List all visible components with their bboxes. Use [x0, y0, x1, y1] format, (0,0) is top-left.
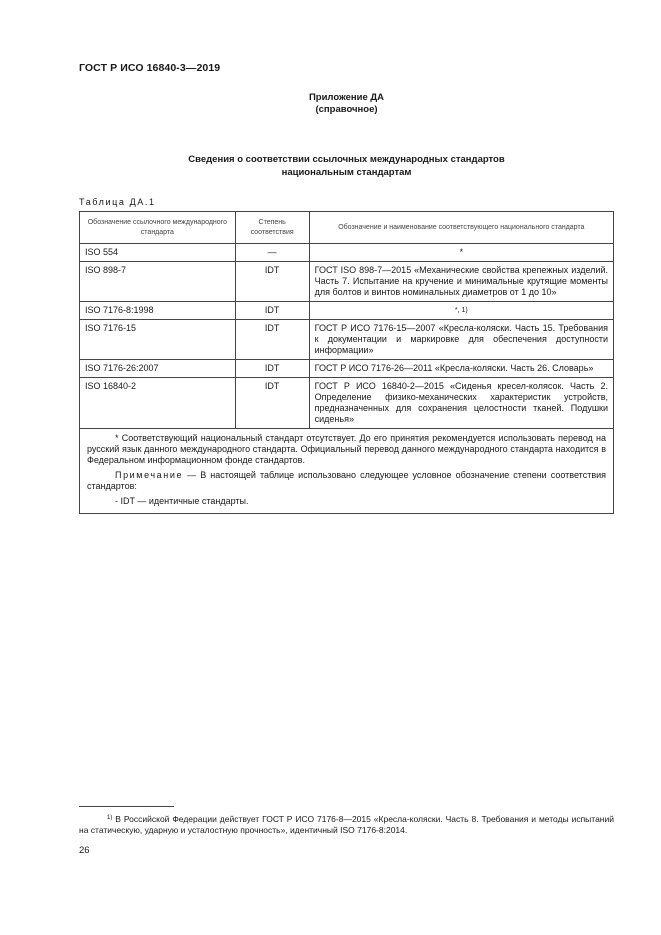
idt-definition: - IDT — идентичные стандарты. — [115, 496, 249, 506]
national-standard-cell: ГОСТ ISO 898-7—2015 «Механические свойства крепежных изделий. Часть 7. Испытание на кручение и минимальные крутящие моменты для болтов и винтов номинальных диаметров от 1 до 10» — [309, 262, 613, 302]
intl-standard-cell: ISO 7176-8:1998 — [80, 302, 236, 320]
intl-standard-cell: ISO 7176-15 — [80, 320, 236, 360]
table-row — [80, 244, 614, 262]
page-number: 26 — [79, 845, 90, 856]
note-text: — В настоящей таблице использовано следующее условное обозначение степени соответствия стандартов: — [87, 470, 606, 491]
table-caption-text: Таблица ДА.1 — [79, 197, 156, 207]
appendix-title: Приложение ДА — [308, 92, 385, 103]
degree-cell: IDT — [235, 320, 309, 360]
appendix-type: (справочное) — [315, 104, 378, 115]
appendix-heading — [79, 92, 614, 116]
intl-standard-cell: ISO 554 — [80, 244, 236, 262]
column-header-degree: Степень соответствия — [235, 212, 309, 244]
national-standard-cell: ГОСТ Р ИСО 7176-26—2011 «Кресла-коляски. Часть 26. Словарь» — [309, 360, 613, 378]
asterisk-note: * Соответствующий национальный стандарт отсутствует. До его принятия рекомендуется использовать перевод на русский язык данного международного стандарта. Официальный перевод данного международного стандарта находится в Федеральном информационном фонде стандартов. — [87, 433, 606, 465]
national-standard-cell: *, 1) — [309, 302, 613, 320]
table-row — [80, 360, 614, 378]
table-notes-cell — [80, 429, 614, 514]
footnote-text: В Российской Федерации действует ГОСТ Р ИСО 7176-8—2015 «Кресла-коляски. Часть 8. Требования и методы испытаний на статическую, ударную и усталостную прочность», идентичный ISO 7176-8:2014. — [79, 814, 614, 835]
degree-cell: IDT — [235, 302, 309, 320]
table-row — [80, 320, 614, 360]
footnote — [79, 814, 614, 836]
note-paragraph — [87, 470, 606, 492]
table-row — [80, 378, 614, 429]
column-header-intl: Обозначение ссылочного международного стандарта — [80, 212, 236, 244]
section-title-line2: национальным стандартам — [281, 167, 412, 178]
footnote-marker: 1) — [107, 815, 113, 821]
table-header-row — [80, 212, 614, 244]
degree-cell: IDT — [235, 360, 309, 378]
table-row — [80, 302, 614, 320]
section-title — [79, 153, 614, 179]
national-standard-cell: * — [309, 244, 613, 262]
table-notes-row — [80, 429, 614, 514]
degree-cell: IDT — [235, 378, 309, 429]
national-standard-cell: ГОСТ Р ИСО 16840-2—2015 «Сиденья кресел-колясок. Часть 2. Определение физико-механических характеристик устройств, предназначенных для сохранения целостности тканей. Подушки сиденья» — [309, 378, 613, 429]
footnote-separator — [79, 806, 174, 807]
intl-standard-cell: ISO 898-7 — [80, 262, 236, 302]
column-header-national: Обозначение и наименование соответствующего национального стандарта — [309, 212, 613, 244]
intl-standard-cell: ISO 16840-2 — [80, 378, 236, 429]
document-code-header: ГОСТ Р ИСО 16840-3—2019 — [79, 62, 221, 74]
note-label: Примечание — [115, 470, 184, 480]
degree-cell: IDT — [235, 262, 309, 302]
degree-cell: — — [235, 244, 309, 262]
table-caption — [79, 197, 156, 207]
national-standard-cell: ГОСТ Р ИСО 7176-15—2007 «Кресла-коляски. Часть 15. Требования к документации и маркировке для обеспечения доступности информации» — [309, 320, 613, 360]
intl-standard-cell: ISO 7176-26:2007 — [80, 360, 236, 378]
correspondence-table — [79, 211, 614, 514]
section-title-line1: Сведения о соответствии ссылочных международных стандартов — [188, 154, 505, 165]
table-row — [80, 262, 614, 302]
